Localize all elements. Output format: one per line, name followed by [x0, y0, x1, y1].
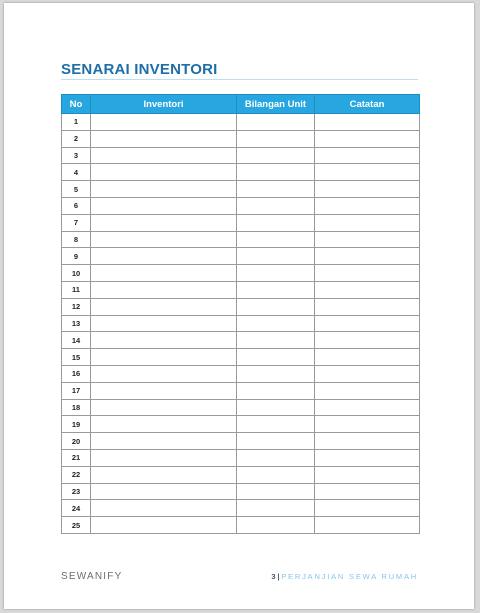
row-number-cell: 15 [62, 349, 91, 366]
catatan-cell[interactable] [315, 517, 420, 534]
bilangan-unit-cell[interactable] [237, 517, 315, 534]
bilangan-unit-cell[interactable] [237, 298, 315, 315]
catatan-cell[interactable] [315, 332, 420, 349]
header-bilangan-unit: Bilangan Unit [237, 95, 315, 114]
row-number-cell: 23 [62, 483, 91, 500]
header-inventori: Inventori [91, 95, 237, 114]
row-number-cell: 24 [62, 500, 91, 517]
bilangan-unit-cell[interactable] [237, 248, 315, 265]
inventori-cell[interactable] [91, 164, 237, 181]
row-number-cell: 6 [62, 197, 91, 214]
catatan-cell[interactable] [315, 248, 420, 265]
row-number-cell: 10 [62, 265, 91, 282]
table-row [62, 433, 420, 450]
catatan-cell[interactable] [315, 164, 420, 181]
catatan-cell[interactable] [315, 365, 420, 382]
table-row [62, 365, 420, 382]
catatan-cell[interactable] [315, 214, 420, 231]
table-row [62, 349, 420, 366]
row-number-cell: 17 [62, 382, 91, 399]
catatan-cell[interactable] [315, 315, 420, 332]
title-underline [61, 79, 418, 80]
table-header-row [62, 95, 420, 114]
row-number-cell: 5 [62, 181, 91, 198]
table-row [62, 281, 420, 298]
table-row [62, 332, 420, 349]
catatan-cell[interactable] [315, 181, 420, 198]
table-row [62, 315, 420, 332]
bilangan-unit-cell[interactable] [237, 114, 315, 131]
table-row [62, 382, 420, 399]
catatan-cell[interactable] [315, 197, 420, 214]
table-row [62, 449, 420, 466]
catatan-cell[interactable] [315, 349, 420, 366]
bilangan-unit-cell[interactable] [237, 433, 315, 450]
row-number-cell: 2 [62, 130, 91, 147]
bilangan-unit-cell[interactable] [237, 483, 315, 500]
catatan-cell[interactable] [315, 466, 420, 483]
table-row [62, 197, 420, 214]
bilangan-unit-cell[interactable] [237, 130, 315, 147]
table-row [62, 114, 420, 131]
bilangan-unit-cell[interactable] [237, 197, 315, 214]
inventori-cell[interactable] [91, 214, 237, 231]
catatan-cell[interactable] [315, 147, 420, 164]
table-row [62, 466, 420, 483]
bilangan-unit-cell[interactable] [237, 147, 315, 164]
row-number-cell: 13 [62, 315, 91, 332]
row-number-cell: 18 [62, 399, 91, 416]
table-row [62, 164, 420, 181]
bilangan-unit-cell[interactable] [237, 466, 315, 483]
bilangan-unit-cell[interactable] [237, 281, 315, 298]
bilangan-unit-cell[interactable] [237, 349, 315, 366]
table-row [62, 500, 420, 517]
inventori-cell[interactable] [91, 298, 237, 315]
footer-section-title: PERJANJIAN SEWA RUMAH [281, 572, 418, 581]
inventori-cell[interactable] [91, 114, 237, 131]
table-row [62, 517, 420, 534]
bilangan-unit-cell[interactable] [237, 181, 315, 198]
row-number-cell: 16 [62, 365, 91, 382]
page-title: SENARAI INVENTORI [61, 61, 218, 78]
inventori-cell[interactable] [91, 197, 237, 214]
footer-separator: | [277, 572, 282, 581]
inventori-cell[interactable] [91, 483, 237, 500]
bilangan-unit-cell[interactable] [237, 231, 315, 248]
table-row [62, 483, 420, 500]
inventori-cell[interactable] [91, 500, 237, 517]
inventori-cell[interactable] [91, 449, 237, 466]
footer-page-number: 3 [271, 572, 278, 581]
row-number-cell: 9 [62, 248, 91, 265]
table-row [62, 265, 420, 282]
catatan-cell[interactable] [315, 449, 420, 466]
catatan-cell[interactable] [315, 265, 420, 282]
inventori-cell[interactable] [91, 147, 237, 164]
bilangan-unit-cell[interactable] [237, 214, 315, 231]
inventori-cell[interactable] [91, 265, 237, 282]
catatan-cell[interactable] [315, 416, 420, 433]
table-row [62, 248, 420, 265]
catatan-cell[interactable] [315, 483, 420, 500]
row-number-cell: 1 [62, 114, 91, 131]
bilangan-unit-cell[interactable] [237, 332, 315, 349]
bilangan-unit-cell[interactable] [237, 315, 315, 332]
catatan-cell[interactable] [315, 433, 420, 450]
inventori-cell[interactable] [91, 181, 237, 198]
bilangan-unit-cell[interactable] [237, 399, 315, 416]
inventori-cell[interactable] [91, 466, 237, 483]
row-number-cell: 25 [62, 517, 91, 534]
table-row [62, 231, 420, 248]
inventori-cell[interactable] [91, 382, 237, 399]
row-number-cell: 4 [62, 164, 91, 181]
catatan-cell[interactable] [315, 399, 420, 416]
bilangan-unit-cell[interactable] [237, 416, 315, 433]
inventori-cell[interactable] [91, 416, 237, 433]
catatan-cell[interactable] [315, 298, 420, 315]
row-number-cell: 21 [62, 449, 91, 466]
inventory-table [61, 94, 420, 534]
inventori-cell[interactable] [91, 315, 237, 332]
row-number-cell: 19 [62, 416, 91, 433]
inventori-cell[interactable] [91, 281, 237, 298]
row-number-cell: 22 [62, 466, 91, 483]
footer-page-info [271, 572, 418, 581]
header-catatan: Catatan [315, 95, 420, 114]
header-no: No [62, 95, 91, 114]
table-row [62, 399, 420, 416]
row-number-cell: 8 [62, 231, 91, 248]
inventori-cell[interactable] [91, 517, 237, 534]
catatan-cell[interactable] [315, 281, 420, 298]
table-row [62, 130, 420, 147]
catatan-cell[interactable] [315, 382, 420, 399]
row-number-cell: 12 [62, 298, 91, 315]
table-row [62, 214, 420, 231]
inventori-cell[interactable] [91, 349, 237, 366]
table-row [62, 298, 420, 315]
inventori-cell[interactable] [91, 231, 237, 248]
row-number-cell: 14 [62, 332, 91, 349]
inventory-table-body [62, 114, 420, 534]
bilangan-unit-cell[interactable] [237, 449, 315, 466]
bilangan-unit-cell[interactable] [237, 265, 315, 282]
inventori-cell[interactable] [91, 399, 237, 416]
inventori-cell[interactable] [91, 365, 237, 382]
inventori-cell[interactable] [91, 130, 237, 147]
footer-brand-logo: SEWANIFY [61, 571, 123, 582]
table-row [62, 181, 420, 198]
catatan-cell[interactable] [315, 114, 420, 131]
row-number-cell: 20 [62, 433, 91, 450]
catatan-cell[interactable] [315, 130, 420, 147]
inventori-cell[interactable] [91, 433, 237, 450]
table-row [62, 147, 420, 164]
bilangan-unit-cell[interactable] [237, 500, 315, 517]
document-page [4, 3, 474, 609]
row-number-cell: 3 [62, 147, 91, 164]
inventori-cell[interactable] [91, 248, 237, 265]
row-number-cell: 11 [62, 281, 91, 298]
table-row [62, 416, 420, 433]
catatan-cell[interactable] [315, 500, 420, 517]
row-number-cell: 7 [62, 214, 91, 231]
catatan-cell[interactable] [315, 231, 420, 248]
bilangan-unit-cell[interactable] [237, 164, 315, 181]
bilangan-unit-cell[interactable] [237, 382, 315, 399]
bilangan-unit-cell[interactable] [237, 365, 315, 382]
inventori-cell[interactable] [91, 332, 237, 349]
